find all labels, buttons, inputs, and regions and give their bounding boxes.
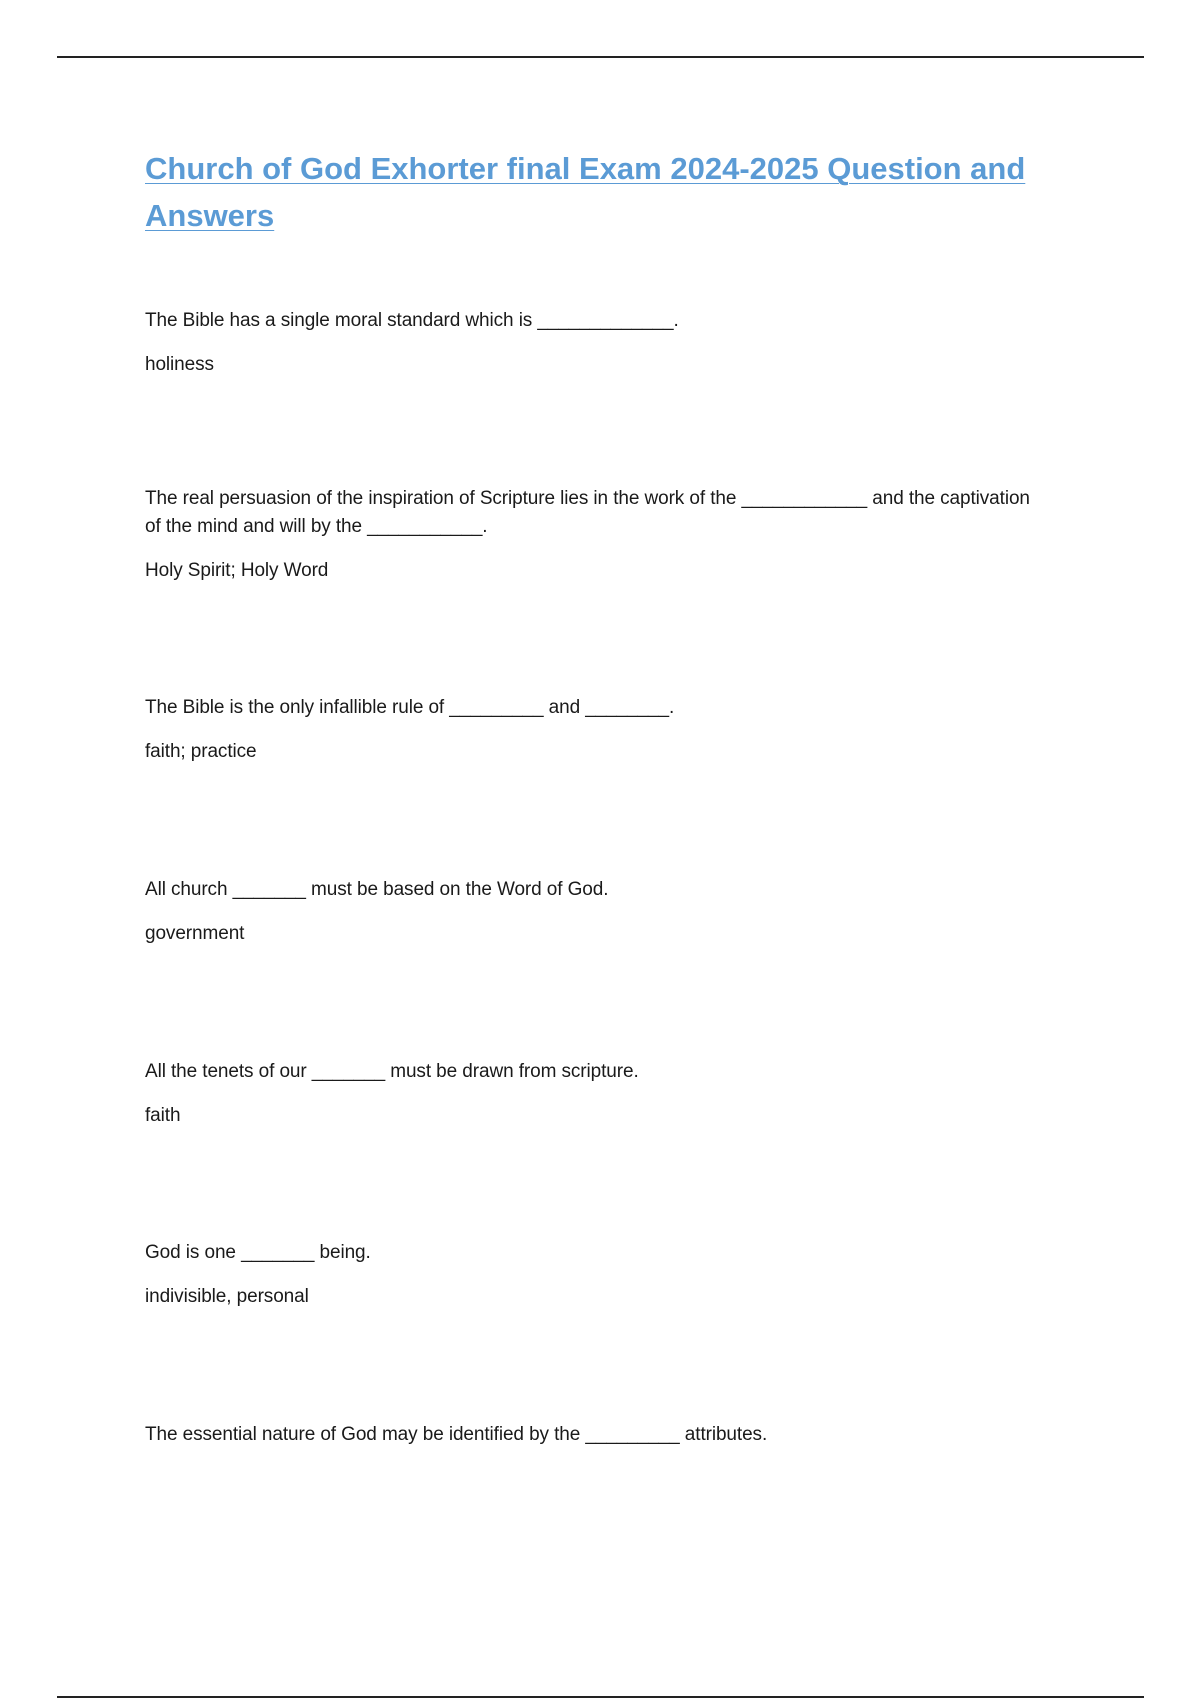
question-6: God is one _______ being. [145,1242,371,1263]
answer-6: indivisible, personal [145,1286,309,1307]
question-1: The Bible has a single moral standard which is _____________. [145,310,679,331]
qa-item-4 [145,876,1045,948]
question-4: All church _______ must be based on the Word of God. [145,879,609,900]
top-rule [57,56,1144,58]
answer-1: holiness [145,354,214,375]
qa-item-2 [145,485,1045,585]
answer-2: Holy Spirit; Holy Word [145,560,329,581]
document-body [145,145,1045,1445]
answer-3: faith; practice [145,741,257,762]
document-title-link[interactable]: Church of God Exhorter final Exam 2024-2025 Question and Answers [145,151,1026,233]
answer-5: faith [145,1105,181,1126]
qa-item-6 [145,1239,1045,1311]
question-3: The Bible is the only infallible rule of _________ and ________. [145,697,675,718]
qa-item-5 [145,1058,1045,1130]
qa-item-3 [145,694,1045,766]
question-2: The real persuasion of the inspiration of Scripture lies in the work of the ____________ and the captivation of the mind and will by the ___________. [145,488,1030,537]
question-5: All the tenets of our _______ must be drawn from scripture. [145,1061,639,1082]
question-7: The essential nature of God may be identified by the _________ attributes. [145,1424,768,1445]
answer-4: government [145,923,245,944]
bottom-rule [57,1696,1144,1698]
qa-item-7 [145,1421,1045,1465]
qa-item-1 [145,307,1045,379]
